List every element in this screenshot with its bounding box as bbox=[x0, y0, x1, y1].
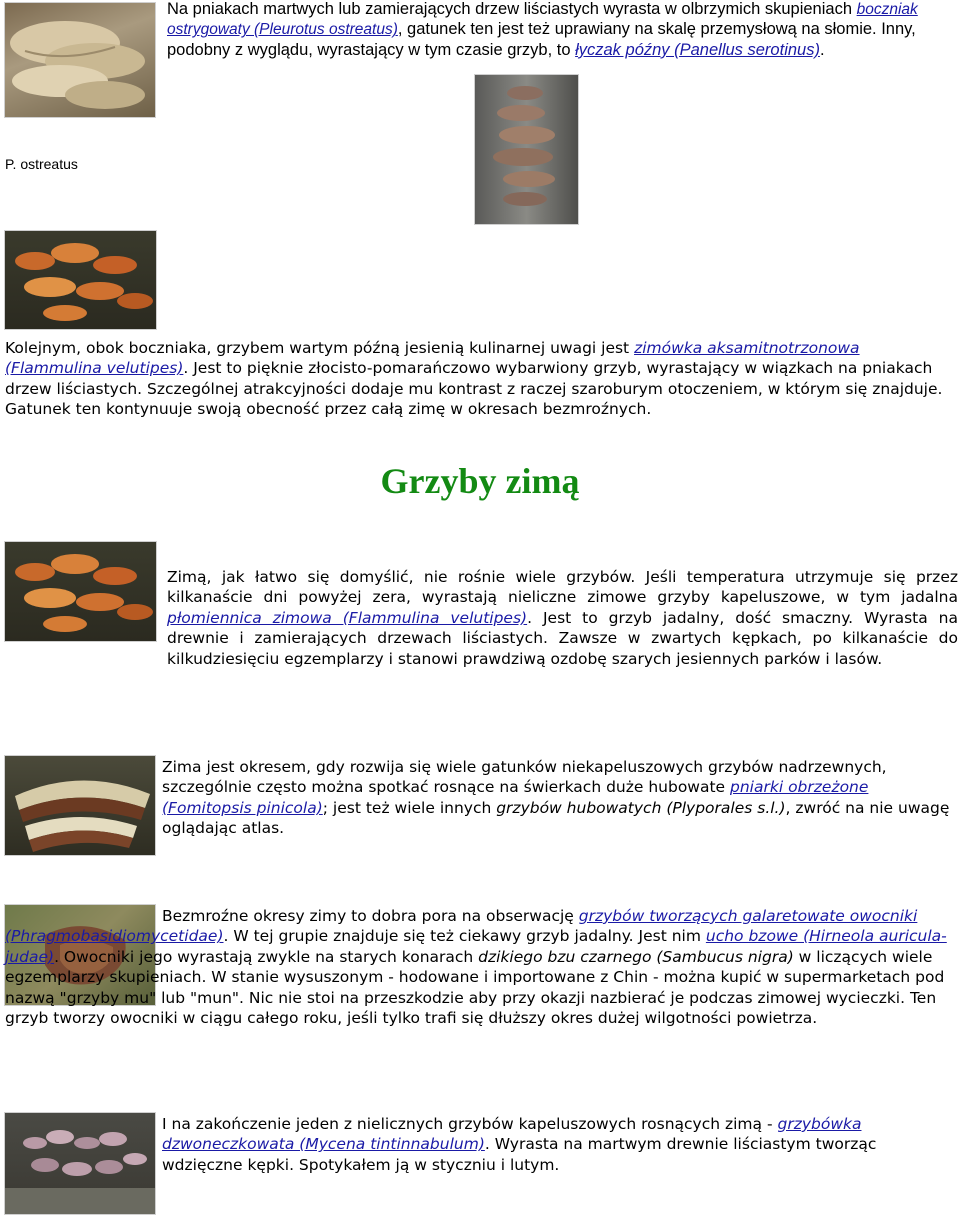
jelly-fungi-paragraph: Bezmroźne okresy zimy to dobra pora na obserwację grzybów tworzących galaretowate owocniki (Phragmobasidiomycetidae). W tej grupie znajduje się też ciekawy grzyb jadalny. Jest nim ucho bzowe (Hirneola auricula-judae). Owocniki jego wyrastają zwykle na starych konarach dzikiego bzu czarnego (Sambucus nigra) w liczących wiele egzemplarzy skupieniach. W stanie wysuszonym - hodowane i importowane z Chin - można kupić w supermarketach pod nazwą "grzyby mu" lub "mun". Nic nie stoi na przeszkodzie aby przy okazji nazbierać je podczas zimowej wycieczki. Ten grzyb tworzy owocniki w ciągu całego roku, jeśli tylko trafi się dłuższy okres dużej wilgotności powietrza. bbox=[5, 907, 947, 1028]
flammulina-link[interactable]: zimówka aksamitnotrzonowa (Flammulina velutipes) bbox=[5, 339, 860, 378]
phragmobasidiomycetidae-link[interactable]: grzybów tworzących galaretowate owocniki (Phragmobasidiomycetidae) bbox=[5, 907, 918, 946]
fomitopsis-photo bbox=[4, 755, 156, 856]
hirneola-link[interactable]: ucho bzowe (Hirneola auricula-judae) bbox=[5, 927, 947, 966]
fomitopsis-link[interactable]: pniarki obrzeżone (Fomitopsis pinicola) bbox=[162, 778, 869, 817]
flammulina-paragraph: Kolejnym, obok boczniaka, grzybem wartym późną jesienią kulinarnej uwagi jest zimówka aksamitnotrzonowa (Flammulina velutipes). Jest to pięknie złocisto-pomarańczowo wybarwiony grzyb, wyrastający w wiązkach na pniakach drzew liściastych. Szczególnej atrakcyjności dodaje mu kontrast z raczej szaroburym otoczeniem, w którym się znajduje. Gatunek ten kontynuuje swoją obecność przez całą zimę w okresach bezmroźnych. bbox=[5, 339, 943, 419]
flammulina-winter-link[interactable]: płomiennica zimowa (Flammulina velutipes) bbox=[167, 608, 528, 627]
intro-paragraph: Na pniakach martwych lub zamierających drzew liściastych wyrasta w olbrzymich skupieniach boczniak ostrygowaty (Pleurotus ostreatus), gatunek ten jest też uprawiany na skalę przemysłową na słomie. Inny, podobny z wyglądu, wyrastający w tym czasie grzyb, to łyczak późny (Panellus serotinus). bbox=[167, 0, 918, 59]
mycena-photo bbox=[4, 1112, 156, 1215]
winter-paragraph: Zimą, jak łatwo się domyślić, nie rośnie wiele grzybów. Jeśli temperatura utrzymuje się przez kilkanaście dni powyżej zera, wyrastają nieliczne zimowe grzyby kapeluszowe, w tym jadalna płomiennica zimowa (Flammulina velutipes). Jest to grzyb jadalny, dość smaczny. Wyrasta na drewnie i zamierających drzewach liściastych. Zawsze w zwartych kępkach, po kilkanaście do kilkudziesięciu egzemplarzy i stanowi prawdziwą ozdobę szarych jesiennych parków i lasów. bbox=[167, 568, 958, 668]
mycena-link[interactable]: grzybówka dzwoneczkowata (Mycena tintinnabulum) bbox=[162, 1115, 862, 1154]
oyster-mushroom-photo bbox=[4, 2, 156, 118]
section-heading: Grzyby zimą bbox=[380, 461, 580, 501]
mycena-paragraph: I na zakończenie jeden z nielicznych grzybów kapeluszowych rosnących zimą - grzybówka dzwoneczkowata (Mycena tintinnabulum). Wyrasta na martwym drewnie liściastym tworząc wdzięczne kępki. Spotykałem ją w styczniu i lutym. bbox=[162, 1115, 877, 1174]
photo-caption: P. ostreatus bbox=[5, 156, 78, 172]
panellus-link[interactable]: łyczak późny (Panellus serotinus) bbox=[575, 40, 820, 59]
polypore-paragraph: Zima jest okresem, gdy rozwija się wiele gatunków niekapeluszowych grzybów nadrzewnych, szczególnie często można spotkać rosnące na świerkach duże hubowate pniarki obrzeżone (Fomitopsis pinicola); jest też wiele innych grzybów hubowatych (Plyporales s.l.), zwróć na nie uwagę oglądając atlas. bbox=[162, 758, 950, 838]
panellus-photo bbox=[474, 74, 579, 225]
pleurotus-link[interactable]: boczniak ostrygowaty (Pleurotus ostreatus) bbox=[167, 1, 918, 39]
flammulina-photo-1 bbox=[4, 230, 157, 330]
flammulina-photo-2 bbox=[4, 541, 157, 642]
